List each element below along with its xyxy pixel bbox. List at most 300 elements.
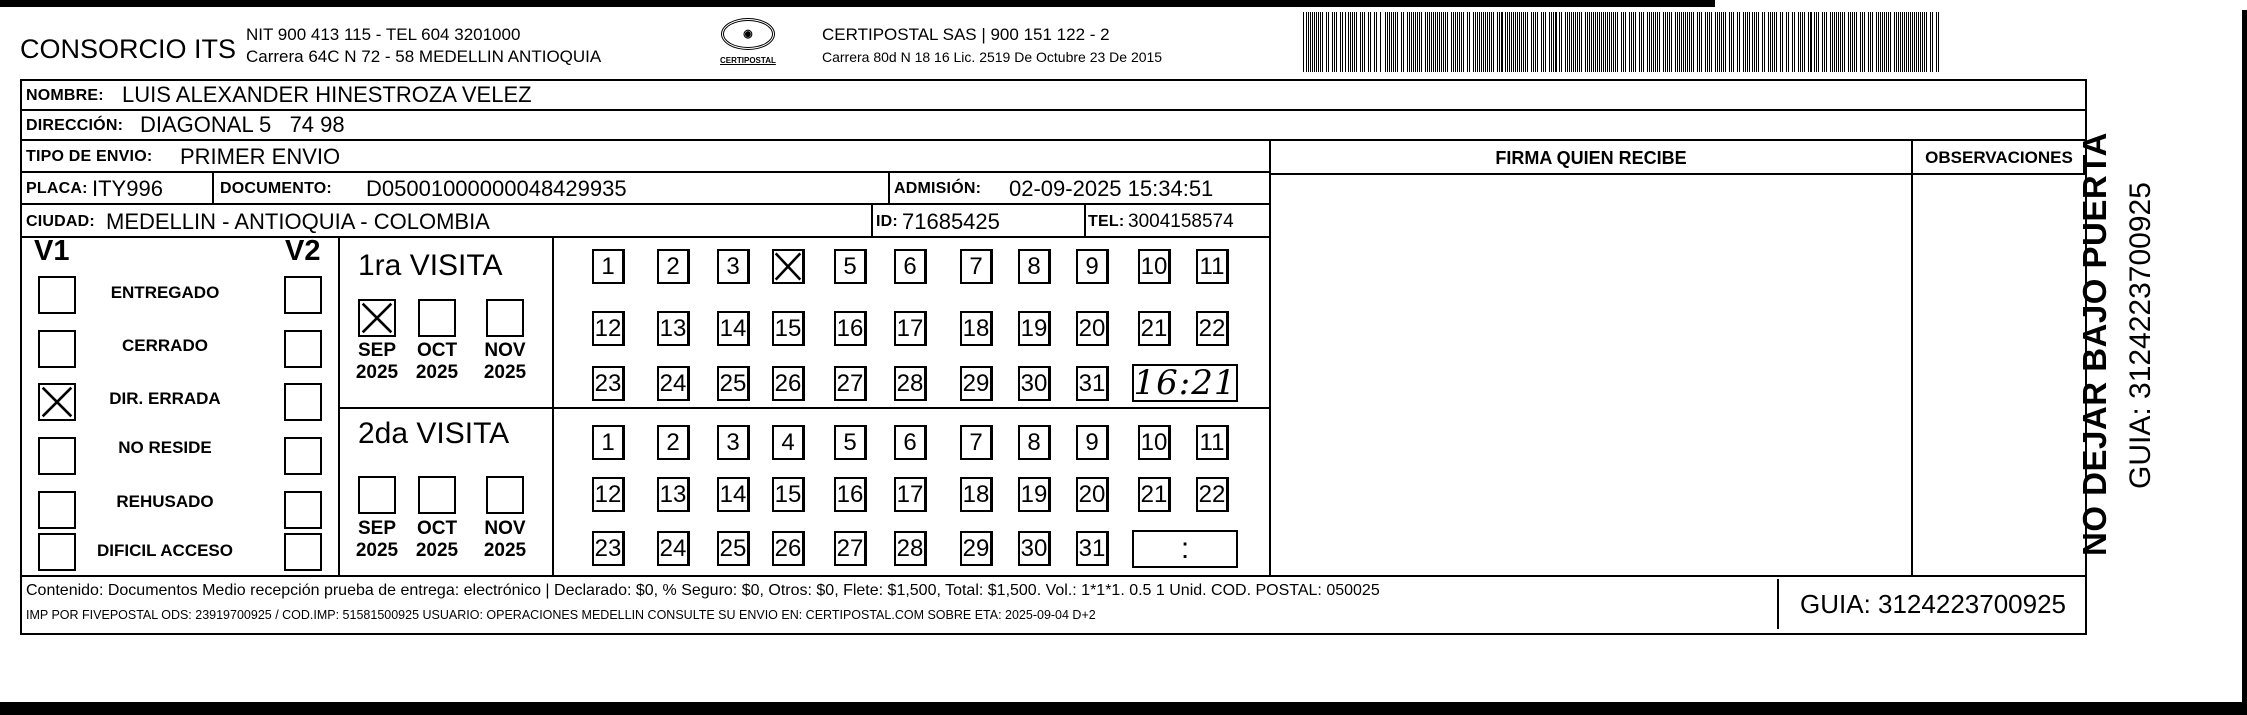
v1-dificil-acceso-checkbox[interactable]: [38, 533, 76, 571]
barcode-bar: [1415, 12, 1416, 72]
carrier-address: Carrera 80d N 18 16 Lic. 2519 De Octubre 23 De 2015: [822, 49, 1163, 65]
firma-header: FIRMA QUIEN RECIBE: [1495, 148, 1687, 168]
second-visit-oct-checkbox[interactable]: [418, 476, 456, 514]
first-visit-day-8[interactable]: 8: [1018, 249, 1051, 284]
tipo-label: TIPO DE ENVIO:: [26, 148, 153, 165]
barcode-bar: [1924, 12, 1925, 72]
second-visit-day-17[interactable]: 17: [894, 477, 927, 512]
barcode: [1303, 12, 1939, 72]
barcode-bar: [1389, 12, 1390, 72]
barcode-bar: [1681, 12, 1682, 72]
direccion-label: DIRECCIÓN:: [26, 117, 124, 134]
first-visit-day-23[interactable]: 23: [592, 366, 625, 401]
second-visit-day-25[interactable]: 25: [717, 531, 750, 566]
barcode-bar: [1601, 12, 1602, 72]
barcode-bar: [1561, 12, 1562, 72]
barcode-bar: [1705, 12, 1706, 72]
barcode-bar: [1553, 12, 1554, 72]
barcode-bar: [1441, 12, 1442, 72]
barcode-bar: [1328, 12, 1329, 72]
barcode-bar: [1579, 12, 1580, 72]
barcode-bar: [1615, 12, 1616, 72]
first-visit-day-29[interactable]: 29: [960, 366, 993, 401]
first-visit-title: 1ra VISITA: [358, 249, 503, 282]
status-cerrado: CERRADO: [122, 336, 208, 355]
barcode-bar: [1633, 12, 1634, 72]
barcode-bar: [1671, 12, 1672, 72]
barcode-bar: [1481, 12, 1482, 72]
barcode-bar: [1701, 12, 1702, 72]
barcode-bar: [1310, 12, 1311, 72]
barcode-bar: [1711, 12, 1712, 72]
nombre-value: LUIS ALEXANDER HINESTROZA VELEZ: [122, 82, 532, 107]
first-visit-oct-checkbox[interactable]: [418, 299, 456, 337]
barcode-bar: [1862, 12, 1863, 72]
barcode-bar: [1912, 12, 1913, 72]
check-x-icon: [40, 385, 74, 419]
second-visit-day-15[interactable]: 15: [772, 477, 805, 512]
barcode-bar: [1609, 12, 1610, 72]
nombre-row: [22, 81, 2085, 111]
second-visit-day-10[interactable]: 10: [1138, 425, 1171, 460]
second-visit-day-9[interactable]: 9: [1076, 425, 1109, 460]
first-visit-day-31[interactable]: 31: [1076, 366, 1109, 401]
first-visit-day-24[interactable]: 24: [657, 366, 690, 401]
v1-dir-errada-checkbox[interactable]: [38, 383, 76, 421]
status-rehusado: REHUSADO: [116, 492, 214, 511]
second-visit-day-16[interactable]: 16: [834, 477, 867, 512]
second-visit-day-29[interactable]: 29: [960, 531, 993, 566]
second-visit-day-21[interactable]: 21: [1138, 477, 1171, 512]
barcode-bar: [1455, 12, 1456, 72]
placa-label: PLACA:: [26, 180, 88, 197]
barcode-bar: [1844, 12, 1845, 72]
status-no-reside: NO RESIDE: [118, 438, 212, 457]
second-visit-time-box[interactable]: [1132, 530, 1238, 568]
barcode-bar: [1591, 12, 1592, 72]
guia-box: GUIA: 3124223700925: [1777, 579, 2087, 629]
v1-entregado-checkbox[interactable]: [38, 276, 76, 314]
barcode-bar: [1691, 12, 1692, 72]
first-visit-day-25[interactable]: 25: [717, 366, 750, 401]
barcode-bar: [1342, 12, 1343, 72]
barcode-bar: [1461, 12, 1462, 72]
barcode-bar: [1677, 12, 1678, 72]
barcode-bar: [1938, 12, 1939, 72]
barcode-bar: [1603, 12, 1604, 72]
second-visit-day-14[interactable]: 14: [717, 477, 750, 512]
direccion-row: [22, 111, 2085, 141]
v1-no-reside-checkbox[interactable]: [38, 437, 76, 475]
second-visit-day-27[interactable]: 27: [834, 531, 867, 566]
second-visit-day-19[interactable]: 19: [1018, 477, 1051, 512]
footer-contents: Contenido: Documentos Medio recepción prueba de entrega: electrónico | Declarado: $0, % Seguro: $0, Otros: $0, Flete: $1,500, Total: $1,500. Vol.: 1*1*1. 0.5 1 Unid. COD. POSTAL: 050025: [26, 582, 1380, 599]
barcode-bar: [1754, 12, 1755, 72]
second-visit-day-13[interactable]: 13: [657, 477, 690, 512]
barcode-bar: [1838, 12, 1839, 72]
barcode-bar: [1810, 12, 1812, 72]
barcode-bar: [1657, 12, 1658, 72]
barcode-bar: [1655, 12, 1656, 72]
second-visit-day-23[interactable]: 23: [592, 531, 625, 566]
documento-label: DOCUMENTO:: [220, 180, 332, 197]
barcode-bar: [1693, 12, 1694, 72]
barcode-bar: [1647, 12, 1648, 72]
first-visit-day-18[interactable]: 18: [960, 311, 993, 346]
barcode-bar: [1868, 12, 1869, 72]
barcode-bar: [1473, 12, 1474, 72]
barcode-bar: [1906, 12, 1907, 72]
barcode-bar: [1587, 12, 1588, 72]
first-visit-time: 16:21: [1133, 363, 1237, 403]
barcode-bar: [1856, 12, 1857, 72]
second-visit-day-24[interactable]: 24: [657, 531, 690, 566]
barcode-bar: [1665, 12, 1666, 72]
barcode-bar: [1902, 12, 1903, 72]
second-visit-sep-checkbox[interactable]: [358, 476, 396, 514]
first-visit-day-16[interactable]: 16: [834, 311, 867, 346]
tel-label: TEL:: [1088, 213, 1125, 230]
barcode-bar: [1352, 12, 1353, 72]
barcode-bar: [1573, 12, 1574, 72]
first-visit-day-19[interactable]: 19: [1018, 311, 1051, 346]
barcode-bar: [1709, 12, 1710, 72]
barcode-bar: [1345, 12, 1346, 72]
barcode-bar: [1435, 12, 1436, 72]
carrier-name: CERTIPOSTAL SAS | 900 151 122 - 2: [822, 25, 1110, 44]
second-visit-day-2[interactable]: 2: [657, 425, 690, 460]
barcode-bar: [1567, 12, 1568, 72]
barcode-bar: [1649, 12, 1650, 72]
barcode-bar: [1792, 12, 1793, 72]
second-visit-day-12[interactable]: 12: [592, 477, 625, 512]
v2-entregado-checkbox[interactable]: [284, 276, 322, 314]
barcode-bar: [1639, 12, 1640, 72]
barcode-bar: [1715, 12, 1716, 72]
barcode-bar: [1605, 12, 1606, 72]
barcode-bar: [1356, 12, 1357, 72]
barcode-bar: [1870, 12, 1871, 72]
side-guia: GUIA: 3124223700925: [2124, 182, 2157, 489]
barcode-bar: [1864, 12, 1865, 72]
barcode-bar: [1852, 12, 1853, 72]
second-visit-day-6[interactable]: 6: [894, 425, 927, 460]
company-address: Carrera 64C N 72 - 58 MEDELLIN ANTIOQUIA: [246, 47, 602, 66]
second-visit-day-11[interactable]: 11: [1196, 425, 1229, 460]
barcode-bar: [1541, 12, 1542, 72]
barcode-bar: [1589, 12, 1590, 72]
barcode-bar: [1842, 12, 1843, 72]
company-nit: NIT 900 413 115 - TEL 604 3201000: [246, 25, 521, 44]
barcode-bar: [1577, 12, 1578, 72]
second-visit-month-sep: SEP 2025: [355, 518, 399, 561]
barcode-bar: [1479, 12, 1480, 72]
barcode-bar: [1930, 12, 1931, 72]
signature-area[interactable]: [1271, 175, 1909, 575]
status-dificil-acceso: DIFICIL ACCESO: [96, 541, 233, 560]
barcode-bar: [1511, 12, 1512, 72]
barcode-bar: [1683, 12, 1684, 72]
tipo-value: PRIMER ENVIO: [180, 144, 341, 169]
second-visit-day-7[interactable]: 7: [960, 425, 993, 460]
barcode-bar: [1908, 12, 1909, 72]
barcode-bar: [1900, 12, 1901, 72]
first-visit-day-12[interactable]: 12: [592, 311, 625, 346]
barcode-bar: [1770, 12, 1771, 72]
top-border: [0, 0, 1715, 7]
barcode-bar: [1824, 12, 1825, 72]
status-dir-errada: DIR. ERRADA: [109, 389, 221, 408]
barcode-bar: [1507, 12, 1508, 72]
second-visit-day-3[interactable]: 3: [717, 425, 750, 460]
first-visit-day-11[interactable]: 11: [1196, 249, 1229, 284]
barcode-bar: [1387, 12, 1388, 72]
barcode-bar: [1890, 12, 1891, 72]
barcode-bar: [1491, 12, 1492, 72]
barcode-bar: [1485, 12, 1486, 72]
barcode-bar: [1451, 12, 1452, 72]
barcode-bar: [1505, 12, 1506, 72]
direccion-value: DIAGONAL 5 74 98: [140, 112, 345, 137]
first-visit-day-6[interactable]: 6: [894, 249, 927, 284]
barcode-bar: [1621, 12, 1622, 72]
barcode-bar: [1717, 12, 1718, 72]
barcode-bar: [1515, 12, 1516, 72]
v2-dir-errada-checkbox[interactable]: [284, 383, 322, 421]
barcode-bar: [1625, 12, 1626, 72]
first-visit-day-2[interactable]: 2: [657, 249, 690, 284]
first-visit-day-28[interactable]: 28: [894, 366, 927, 401]
barcode-bar: [1483, 12, 1484, 72]
admision-label: ADMISIÓN:: [894, 180, 982, 197]
barcode-bar: [1525, 12, 1526, 72]
barcode-bar: [1651, 12, 1652, 72]
barcode-bar: [1457, 12, 1458, 72]
first-visit-day-7[interactable]: 7: [960, 249, 993, 284]
nombre-label: NOMBRE:: [26, 87, 104, 104]
barcode-bar: [1431, 12, 1432, 72]
barcode-bar: [1533, 12, 1534, 72]
check-x-icon: [774, 251, 802, 282]
barcode-bar: [1463, 12, 1464, 72]
v1-cerrado-checkbox[interactable]: [38, 330, 76, 368]
barcode-bar: [1878, 12, 1879, 72]
barcode-bar: [1607, 12, 1608, 72]
first-visit-month-sep: SEP 2025: [355, 340, 399, 383]
second-visit-day-18[interactable]: 18: [960, 477, 993, 512]
first-visit-day-9[interactable]: 9: [1076, 249, 1109, 284]
barcode-bar: [1385, 12, 1386, 72]
barcode-bar: [1364, 12, 1365, 72]
ciudad-value: MEDELLIN - ANTIOQUIA - COLOMBIA: [106, 209, 490, 234]
barcode-bar: [1489, 12, 1490, 72]
barcode-bar: [1401, 12, 1402, 72]
second-visit-day-28[interactable]: 28: [894, 531, 927, 566]
barcode-bar: [1936, 12, 1937, 72]
first-visit-day-22[interactable]: 22: [1196, 311, 1229, 346]
second-visit-month-nov: NOV 2025: [483, 518, 527, 561]
barcode-bar: [1475, 12, 1476, 72]
barcode-bar: [1459, 12, 1460, 72]
right-border: [2242, 10, 2247, 702]
barcode-bar: [1699, 12, 1700, 72]
second-visit-day-31[interactable]: 31: [1076, 531, 1109, 566]
barcode-bar: [1836, 12, 1837, 72]
barcode-bar: [1914, 12, 1915, 72]
first-visit-day-26[interactable]: 26: [772, 366, 805, 401]
v2-no-reside-checkbox[interactable]: [284, 437, 322, 475]
barcode-bar: [1571, 12, 1572, 72]
barcode-bar: [1447, 12, 1448, 72]
first-visit-day-20[interactable]: 20: [1076, 311, 1109, 346]
first-visit-day-13[interactable]: 13: [657, 311, 690, 346]
first-visit-day-1[interactable]: 1: [592, 249, 625, 284]
first-visit-day-21[interactable]: 21: [1138, 311, 1171, 346]
barcode-bar: [1916, 12, 1917, 72]
first-visit-day-10[interactable]: 10: [1138, 249, 1171, 284]
barcode-bar: [1786, 12, 1787, 72]
barcode-bar: [1565, 12, 1566, 72]
barcode-bar: [1758, 12, 1759, 72]
admision-value: 02-09-2025 15:34:51: [1009, 176, 1214, 201]
second-visit-day-26[interactable]: 26: [772, 531, 805, 566]
barcode-bar: [1804, 12, 1805, 72]
v2-cerrado-checkbox[interactable]: [284, 330, 322, 368]
barcode-bar: [1411, 12, 1412, 72]
first-visit-day-5[interactable]: 5: [834, 249, 867, 284]
barcode-bar: [1675, 12, 1676, 72]
barcode-bar: [1611, 12, 1612, 72]
barcode-bar: [1437, 12, 1438, 72]
barcode-bar: [1689, 12, 1690, 72]
second-visit-day-8[interactable]: 8: [1018, 425, 1051, 460]
barcode-bar: [1336, 12, 1337, 72]
check-x-icon: [360, 301, 394, 335]
second-visit-time: :: [1180, 532, 1190, 565]
logo-seal-icon: ◉: [721, 18, 775, 50]
placa-value: ITY996: [92, 176, 163, 201]
barcode-bar: [1531, 12, 1532, 72]
documento-value: D05001000000048429935: [366, 176, 627, 201]
barcode-bar: [1425, 12, 1426, 72]
barcode-bar: [1350, 12, 1351, 72]
barcode-bar: [1391, 12, 1392, 72]
v2-rehusado-checkbox[interactable]: [284, 491, 322, 529]
certipostal-logo: [720, 18, 776, 70]
observations-area[interactable]: [1913, 175, 2085, 575]
barcode-bar: [1555, 12, 1557, 72]
barcode-bar: [1427, 12, 1428, 72]
barcode-bar: [1623, 12, 1624, 72]
barcode-bar: [1334, 12, 1335, 72]
barcode-bar: [1545, 12, 1546, 72]
second-visit-nov-checkbox[interactable]: [486, 476, 524, 514]
barcode-bar: [1445, 12, 1446, 72]
first-visit-day-27[interactable]: 27: [834, 366, 867, 401]
barcode-bar: [1433, 12, 1434, 72]
barcode-bar: [1403, 12, 1404, 72]
barcode-bar: [1826, 12, 1827, 72]
barcode-bar: [1537, 12, 1538, 72]
barcode-bar: [1417, 12, 1418, 72]
second-visit-day-4[interactable]: 4: [772, 425, 805, 460]
first-visit-day-14[interactable]: 14: [717, 311, 750, 346]
barcode-bar: [1888, 12, 1889, 72]
barcode-bar: [1340, 12, 1341, 72]
first-visit-nov-checkbox[interactable]: [486, 299, 524, 337]
first-visit-day-3[interactable]: 3: [717, 249, 750, 284]
barcode-bar: [1613, 12, 1614, 72]
barcode-bar: [1884, 12, 1885, 72]
barcode-bar: [1631, 12, 1632, 72]
ciudad-row: [22, 205, 1270, 238]
second-visit-day-5[interactable]: 5: [834, 425, 867, 460]
first-visit-sep-checkbox[interactable]: [358, 299, 396, 337]
barcode-bar: [1762, 12, 1763, 72]
barcode-bar: [1318, 12, 1319, 72]
barcode-bar: [1595, 12, 1596, 72]
barcode-bar: [1752, 12, 1753, 72]
barcode-bar: [1840, 12, 1841, 72]
barcode-bar: [1348, 12, 1349, 72]
second-visit-day-1[interactable]: 1: [592, 425, 625, 460]
barcode-bar: [1834, 12, 1835, 72]
v1-rehusado-checkbox[interactable]: [38, 491, 76, 529]
second-visit-day-20[interactable]: 20: [1076, 477, 1109, 512]
barcode-bar: [1745, 12, 1746, 72]
barcode-bar: [1501, 12, 1503, 72]
second-visit-day-30[interactable]: 30: [1018, 531, 1051, 566]
v2-dificil-acceso-checkbox[interactable]: [284, 533, 322, 571]
second-visit-day-22[interactable]: 22: [1196, 477, 1229, 512]
first-visit-time-box[interactable]: [1132, 364, 1238, 402]
barcode-bar: [1429, 12, 1430, 72]
barcode-bar: [1659, 12, 1660, 72]
first-visit-day-15[interactable]: 15: [772, 311, 805, 346]
barcode-bar: [1772, 12, 1773, 72]
barcode-bar: [1409, 12, 1410, 72]
barcode-bar: [1527, 12, 1528, 72]
barcode-bar: [1780, 12, 1781, 72]
barcode-bar: [1667, 12, 1668, 72]
barcode-bar: [1663, 12, 1664, 72]
barcode-bar: [1517, 12, 1518, 72]
barcode-bar: [1768, 12, 1769, 72]
ciudad-label: CIUDAD:: [26, 213, 95, 230]
barcode-bar: [1687, 12, 1688, 72]
barcode-bar: [1314, 12, 1315, 72]
barcode-bar: [1569, 12, 1570, 72]
id-value: 71685425: [902, 209, 1000, 234]
barcode-bar: [1407, 12, 1408, 72]
barcode-bar: [1397, 12, 1398, 72]
barcode-bar: [1926, 12, 1927, 72]
barcode-bar: [1312, 12, 1313, 72]
first-visit-day-30[interactable]: 30: [1018, 366, 1051, 401]
barcode-bar: [1551, 12, 1552, 72]
barcode-bar: [1453, 12, 1454, 72]
first-visit-month-nov: NOV 2025: [483, 340, 527, 383]
barcode-bar: [1886, 12, 1887, 72]
barcode-bar: [1808, 12, 1809, 72]
barcode-bar: [1733, 12, 1734, 72]
barcode-bar: [1707, 12, 1708, 72]
first-visit-day-17[interactable]: 17: [894, 311, 927, 346]
barcode-bar: [1898, 12, 1899, 72]
barcode-bar: [1721, 12, 1722, 72]
barcode-bar: [1848, 12, 1849, 72]
first-visit-day-4[interactable]: [772, 249, 805, 284]
